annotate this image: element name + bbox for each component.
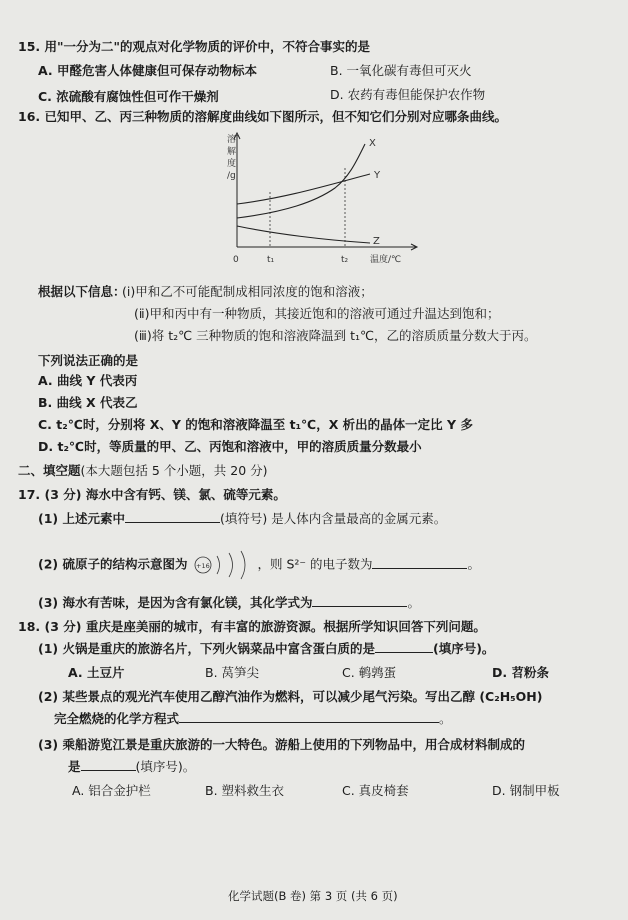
graph-curve-y (237, 174, 370, 204)
q17-part3 (38, 594, 420, 612)
graph-label-x: X (369, 138, 376, 149)
q18-part1-blank[interactable] (375, 640, 433, 653)
q17-part1-pre: (1) 上述元素中 (38, 511, 125, 526)
graph-t1-label: t₁ (267, 255, 275, 265)
q16-stem: 16. 已知甲、乙、丙三种物质的溶解度曲线如下图所示，但不知它们分别对应哪条曲线。 (18, 109, 507, 124)
q15-option-d: D. 农药有毒但能保护农作物 (330, 87, 486, 102)
graph-ylabel-char: 溶 (227, 135, 237, 145)
graph-xlabel: 温度/℃ (370, 255, 402, 265)
q16-option-b: B. 曲线 X 代表乙 (38, 395, 138, 410)
q18-part1 (38, 640, 494, 658)
q18-part3-option-c: C. 真皮椅套 (342, 783, 409, 798)
graph-ylabel-char: /g (227, 171, 236, 181)
graph-curve-z (237, 226, 370, 243)
q18-part3-line1: (3) 乘船游览江景是重庆旅游的一大特色。游船上使用的下列物品中，用合成材料制成的 (38, 737, 525, 752)
q15-option-c: C. 浓硫酸有腐蚀性但可作干燥剂 (38, 89, 219, 104)
q18-part1-post: (填序号)。 (432, 641, 495, 656)
graph-origin-label: 0 (233, 255, 239, 265)
q16-question: 下列说法正确的是 (38, 353, 139, 368)
section-title: 二、填空题 (18, 463, 81, 478)
q16-option-c: C. t₂℃时，分别将 X、Y 的饱和溶液降温至 t₁℃，X 析出的晶体一定比 Y 多 (38, 417, 473, 432)
graph-t2-label: t₂ (341, 255, 349, 265)
q17-part2-end: 。 (467, 556, 480, 572)
q17-part3-end: 。 (407, 595, 420, 610)
q18-part3-option-a: A. 铝合金护栏 (72, 783, 151, 798)
q18-part1-option-c: C. 鹌鹑蛋 (342, 665, 397, 680)
atom-nucleus-label: +16 (196, 562, 211, 570)
q18-part2-end: 。 (439, 711, 452, 726)
q17-stem: 17. (3 分) 海水中含有钙、镁、氯、硫等元素。 (18, 487, 286, 502)
q18-part3-post: (填序号)。 (135, 759, 196, 774)
sulfur-atom-diagram (191, 550, 257, 580)
q18-part2-line1: (2) 某些景点的观光汽车使用乙醇汽油作为燃料，可以减少尾气污染。写出乙醇 (C₂H₅OH) (38, 689, 543, 704)
q16-info-intro: 根据以下信息： (38, 284, 126, 299)
q17-part1-post: (填符号) 是人体内含量最高的金属元素。 (219, 511, 447, 526)
section-heading (18, 462, 268, 480)
graph-ylabel-char: 解 (227, 147, 237, 157)
solubility-curve-graph (205, 130, 435, 275)
q15-option-b: B. 一氧化碳有毒但可灭火 (330, 63, 472, 78)
q16-info-2: (ⅱ)甲和丙中有一种物质，其接近饱和的溶液可通过升温达到饱和； (134, 306, 500, 321)
q18-part1-option-d: D. 苕粉条 (492, 665, 549, 680)
q17-part2 (38, 550, 480, 580)
q18-part3-pre: 是 (68, 759, 81, 774)
q17-part2-mid: ，则 S²⁻ 的电子数为 (257, 556, 373, 572)
q18-part1-option-b: B. 莴笋尖 (205, 665, 260, 680)
q16-info-1: (ⅰ)甲和乙不可能配制成相同浓度的饱和溶液； (122, 284, 373, 299)
page-footer: 化学试题(B 卷) 第 3 页 (共 6 页) (228, 889, 398, 903)
q17-part3-blank[interactable] (312, 594, 407, 607)
q18-part3-blank[interactable] (81, 758, 136, 771)
q18-part1-pre: (1) 火锅是重庆的旅游名片，下列火锅菜品中富含蛋白质的是 (38, 641, 375, 656)
q18-part2-line2 (54, 710, 452, 728)
q18-part3-line2 (68, 758, 195, 776)
q18-stem: 18. (3 分) 重庆是座美丽的城市，有丰富的旅游资源。根据所学知识回答下列问题。 (18, 619, 486, 634)
graph-label-y: Y (374, 170, 381, 181)
q18-part2-blank[interactable] (179, 710, 439, 723)
q17-part3-pre: (3) 海水有苦味，是因为含有氯化镁，其化学式为 (38, 595, 313, 610)
q16-info-3: (ⅲ)将 t₂℃ 三种物质的饱和溶液降温到 t₁℃，乙的溶质质量分数大于丙。 (134, 328, 537, 343)
q15-stem: 15. 用"一分为二"的观点对化学物质的评价中，不符合事实的是 (18, 39, 371, 54)
graph-ylabel-char: 度 (227, 159, 237, 169)
q18-part2-pre: 完全燃烧的化学方程式 (54, 711, 180, 726)
q17-part2-pre: (2) 硫原子的结构示意图为 (38, 556, 188, 572)
q16-option-a: A. 曲线 Y 代表丙 (38, 373, 138, 388)
q18-part3-option-d: D. 钢制甲板 (492, 783, 560, 798)
q18-part3-option-b: B. 塑料救生衣 (205, 783, 285, 798)
q15-option-a: A. 甲醛危害人体健康但可保存动物标本 (38, 63, 258, 78)
q17-part1 (38, 510, 446, 528)
q18-part1-option-a: A. 土豆片 (68, 665, 125, 680)
q17-part1-blank[interactable] (125, 510, 220, 523)
graph-label-z: Z (373, 236, 380, 247)
q17-part2-blank[interactable] (372, 556, 467, 569)
section-note: (本大题包括 5 个小题，共 20 分) (80, 463, 268, 478)
q16-option-d: D. t₂℃时，等质量的甲、乙、丙饱和溶液中，甲的溶质质量分数最小 (38, 439, 422, 454)
